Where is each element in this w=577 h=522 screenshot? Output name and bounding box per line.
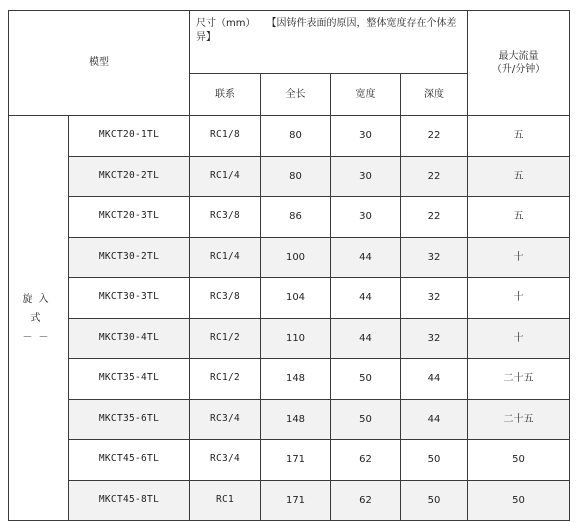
flow-cell: 五 (468, 156, 570, 197)
model-cell: MKCT30-3TL (69, 278, 190, 319)
dimensions-header (190, 11, 468, 74)
max-flow-unit: （升/分钟） (491, 64, 546, 75)
width-cell: 30 (331, 116, 401, 157)
depth-cell: 44 (401, 359, 468, 400)
model-cell: MKCT35-6TL (69, 399, 190, 440)
width-cell: 30 (331, 156, 401, 197)
connection-cell: RC3/8 (190, 278, 261, 319)
flow-cell: 五 (468, 197, 570, 238)
model-cell: MKCT20-1TL (69, 116, 190, 157)
flow-cell: 十 (468, 237, 570, 278)
connection-cell: RC1/8 (190, 116, 261, 157)
length-cell: 86 (261, 197, 331, 238)
width-cell: 50 (331, 359, 401, 400)
column-header-length: 全长 (261, 74, 331, 116)
length-cell: 100 (261, 237, 331, 278)
type-label-line: 式 (30, 312, 47, 324)
width-cell: 62 (331, 440, 401, 481)
depth-cell: 32 (401, 278, 468, 319)
table-row (9, 278, 570, 319)
connection-cell: RC1 (190, 480, 261, 521)
depth-cell: 22 (401, 156, 468, 197)
length-cell: 171 (261, 440, 331, 481)
table-row (9, 116, 570, 157)
table-row (9, 318, 570, 359)
table-row (9, 359, 570, 400)
table-row (9, 399, 570, 440)
column-header-depth: 深度 (401, 74, 468, 116)
dimensions-label: 尺寸（mm） (196, 18, 256, 29)
depth-cell: 50 (401, 440, 468, 481)
max-flow-header (468, 11, 570, 116)
width-cell: 62 (331, 480, 401, 521)
length-cell: 110 (261, 318, 331, 359)
depth-cell: 50 (401, 480, 468, 521)
column-header-connection: 联系 (190, 74, 261, 116)
connection-cell: RC3/4 (190, 399, 261, 440)
width-cell: 44 (331, 278, 401, 319)
connection-cell: RC3/8 (190, 197, 261, 238)
table-row (9, 237, 570, 278)
spec-table (8, 10, 570, 521)
length-cell: 80 (261, 116, 331, 157)
table-row (9, 480, 570, 521)
length-cell: 148 (261, 359, 331, 400)
model-cell: MKCT35-4TL (69, 359, 190, 400)
flow-cell: 50 (468, 480, 570, 521)
max-flow-label: 最大流量 (498, 50, 539, 62)
table-row (9, 440, 570, 481)
header-row-1 (9, 11, 570, 74)
flow-cell: 二十五 (468, 399, 570, 440)
model-cell: MKCT20-3TL (69, 197, 190, 238)
length-cell: 148 (261, 399, 331, 440)
table-row (9, 197, 570, 238)
flow-cell: 十 (468, 318, 570, 359)
connection-cell: RC3/4 (190, 440, 261, 481)
depth-cell: 22 (401, 116, 468, 157)
column-header-width: 宽度 (331, 74, 401, 116)
length-cell: 80 (261, 156, 331, 197)
model-cell: MKCT30-4TL (69, 318, 190, 359)
model-cell: MKCT45-6TL (69, 440, 190, 481)
length-cell: 171 (261, 480, 331, 521)
table-body (9, 116, 570, 521)
depth-cell: 32 (401, 318, 468, 359)
flow-cell: 五 (468, 116, 570, 157)
connection-cell: RC1/4 (190, 237, 261, 278)
depth-cell: 32 (401, 237, 468, 278)
width-cell: 50 (331, 399, 401, 440)
connection-cell: RC1/4 (190, 156, 261, 197)
type-label-cell (9, 116, 69, 521)
depth-cell: 44 (401, 399, 468, 440)
table-row (9, 156, 570, 197)
connection-cell: RC1/2 (190, 318, 261, 359)
depth-cell: 22 (401, 197, 468, 238)
type-label-line: 旋入 (22, 293, 55, 305)
flow-cell: 50 (468, 440, 570, 481)
model-header: 模型 (9, 11, 190, 116)
model-cell: MKCT45-8TL (69, 480, 190, 521)
model-cell: MKCT30-2TL (69, 237, 190, 278)
dimensions-note: 【因铸件表面的原因，整体宽度存在个体差异】 (196, 18, 457, 43)
width-cell: 44 (331, 237, 401, 278)
flow-cell: 二十五 (468, 359, 570, 400)
type-label-line: －－ (22, 331, 55, 343)
flow-cell: 十 (468, 278, 570, 319)
model-cell: MKCT20-2TL (69, 156, 190, 197)
width-cell: 30 (331, 197, 401, 238)
connection-cell: RC1/2 (190, 359, 261, 400)
length-cell: 104 (261, 278, 331, 319)
width-cell: 44 (331, 318, 401, 359)
